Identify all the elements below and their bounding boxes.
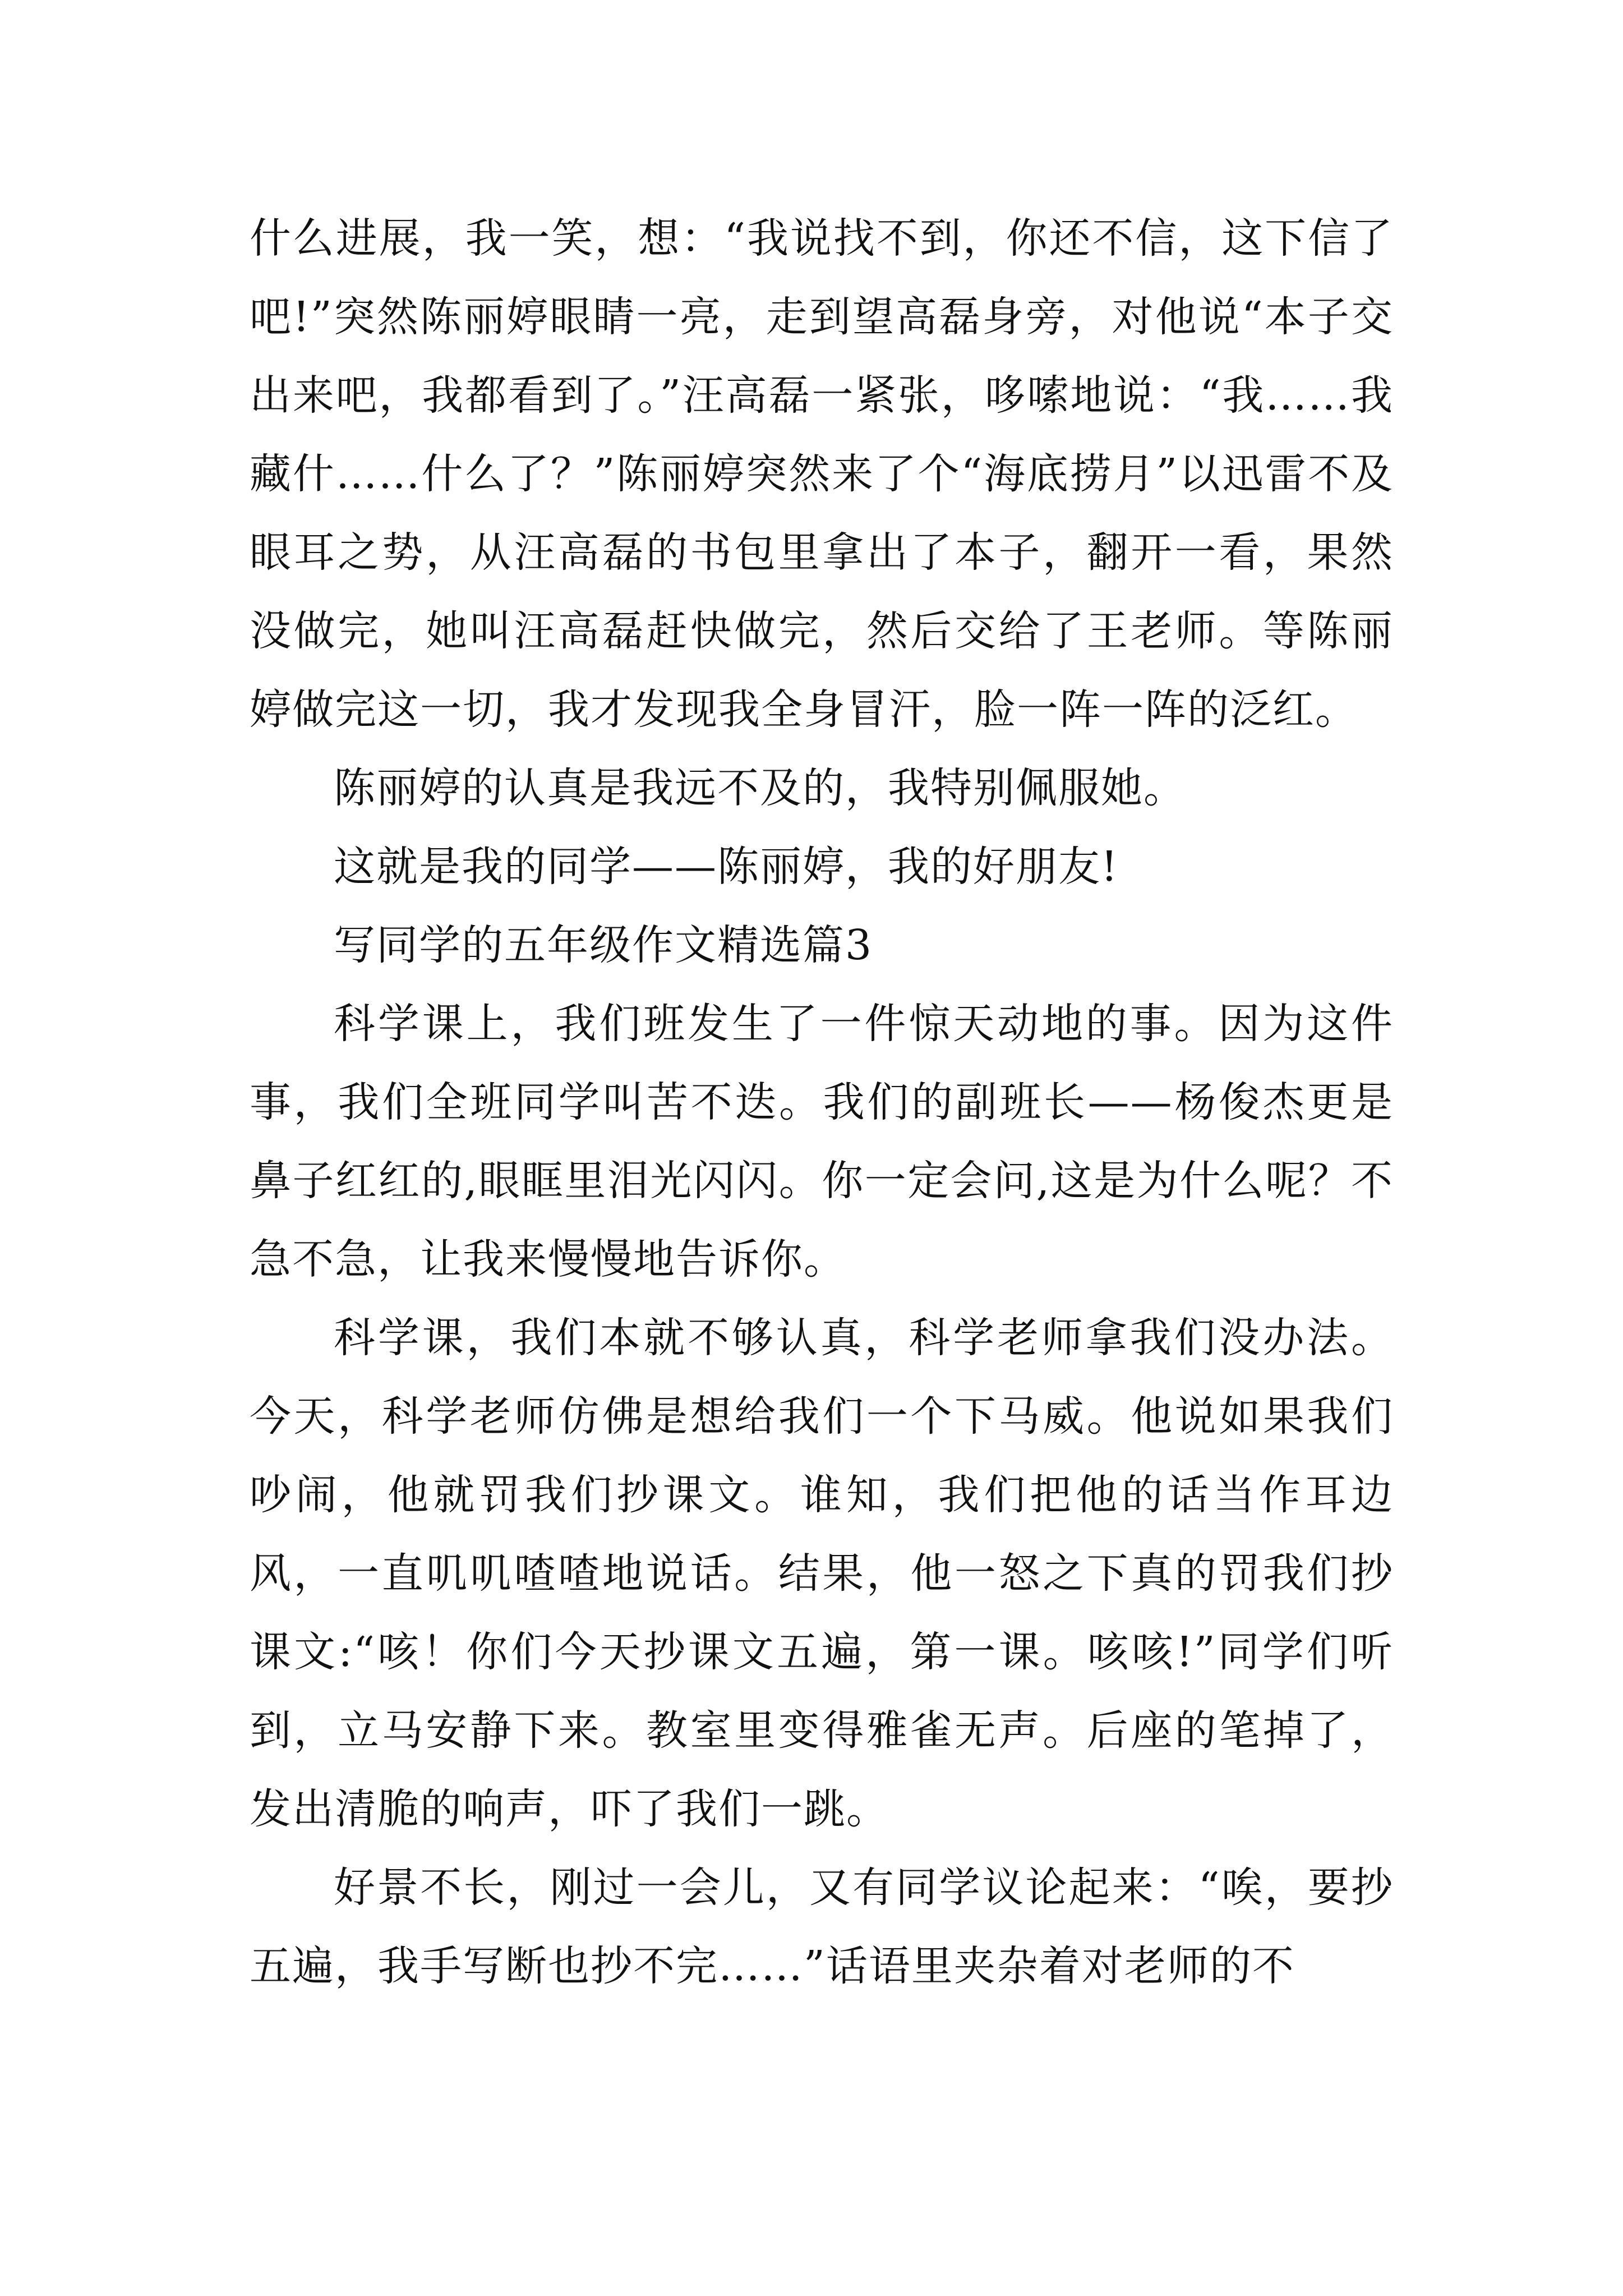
paragraph-admiration: 陈丽婷的认真是我远不及的，我特别佩服她。 xyxy=(334,764,1186,812)
paragraph-science-class: 科学课上，我们班发生了一件惊天动地的事。因为这件事，我们全班同学叫苦不迭。我们的副班长——杨俊杰更是鼻子红红的,眼眶里泪光闪闪。你一定会问,这是为什么呢？不急不急，让我来慢慢地告诉你。 xyxy=(250,1000,1394,1283)
paragraph-continuation: 什么进展，我一笑，想：“我说找不到，你还不信，这下信了吧!”突然陈丽婷眼睛一亮，走到望高磊身旁，对他说“本子交出来吧，我都看到了。”汪高磊一紧张，哆嗦地说：“我……我藏什……什么了？”陈丽婷突然来了个“海底捞月”以迅雷不及眼耳之势，从汪高磊的书包里拿出了本子，翻开一看，果然没做完，她叫汪高磊赶快做完，然后交给了王老师。等陈丽婷做完这一切，我才发现我全身冒汗，脸一阵一阵的泛红。 xyxy=(250,214,1394,734)
paragraph-discussion: 好景不长，刚过一会儿，又有同学议论起来：“唉，要抄五遍，我手写断也抄不完……”话语里夹杂着对老师的不 xyxy=(250,1864,1394,1990)
paragraph-punishment: 科学课，我们本就不够认真，科学老师拿我们没办法。今天，科学老师仿佛是想给我们一个下马威。他说如果我们吵闹，他就罚我们抄课文。谁知，我们把他的话当作耳边风，一直叽叽喳喳地说话。结果，他一怒之下真的罚我们抄课文:“咳！你们今天抄课文五遍，第一课。咳咳!”同学们听到，立马安静下来。教室里变得雅雀无声。后座的笔掉了，发出清脆的响声，吓了我们一跳。 xyxy=(250,1314,1394,1833)
article-body xyxy=(250,199,1394,2005)
section-heading: 写同学的五年级作文精选篇3 xyxy=(334,921,873,969)
paragraph-conclusion: 这就是我的同学——陈丽婷，我的好朋友! xyxy=(334,843,1119,891)
